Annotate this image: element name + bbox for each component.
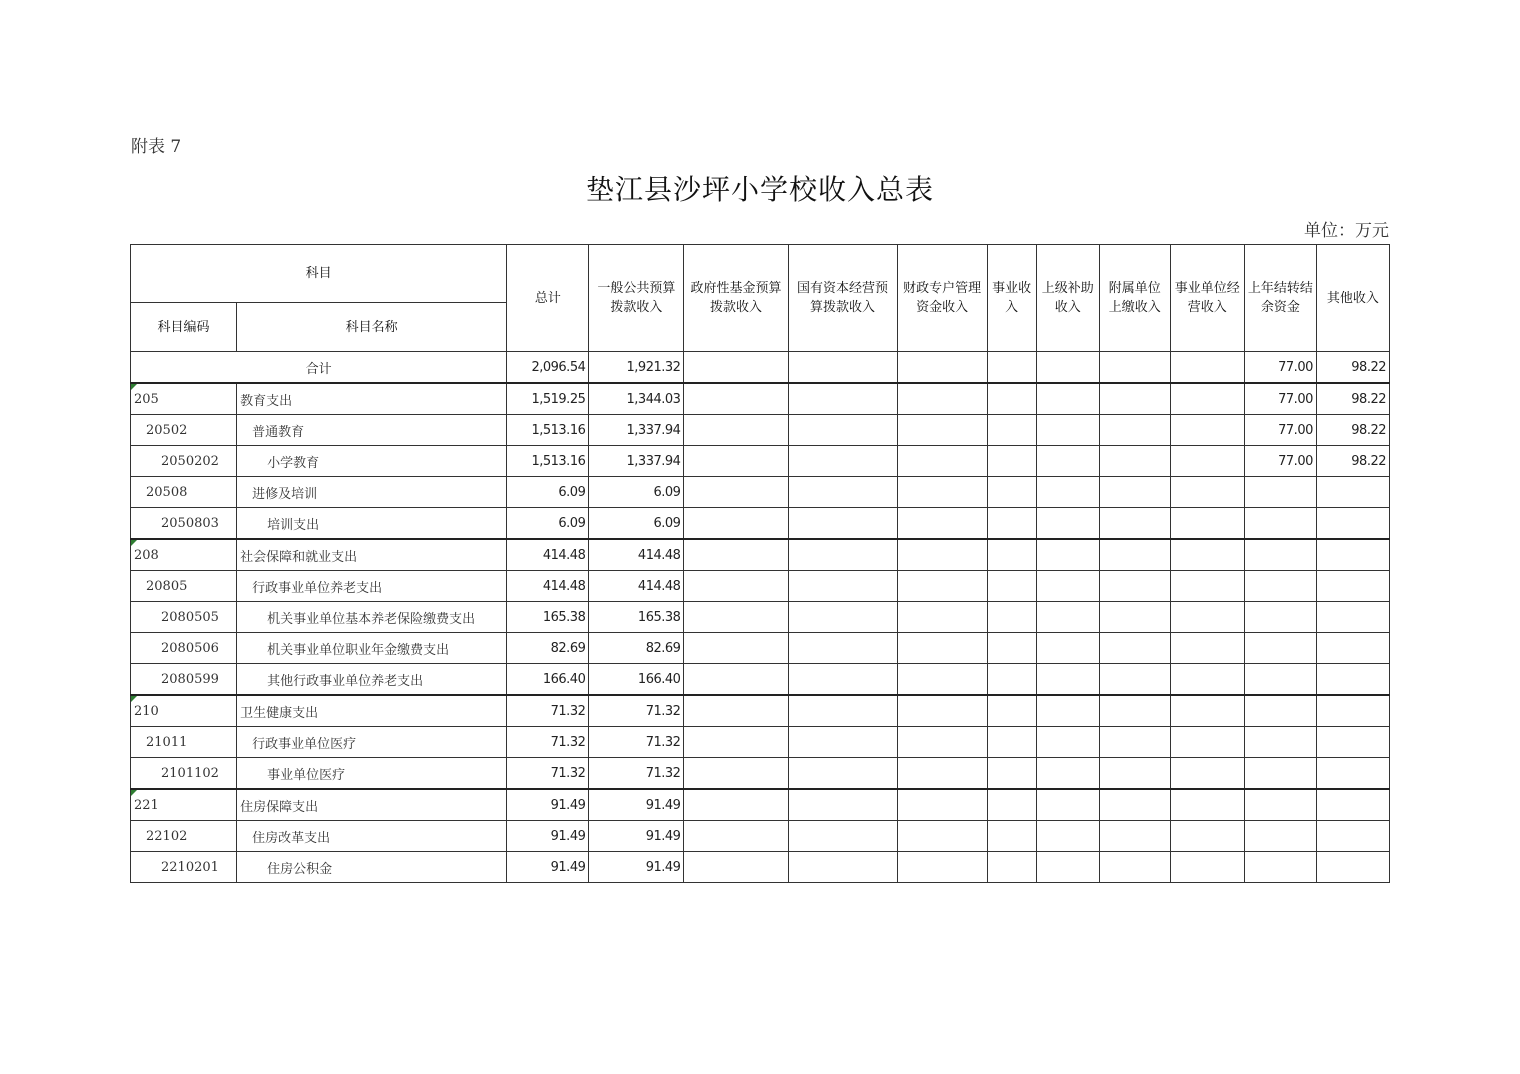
cell-state-capital — [788, 446, 897, 477]
cell-operating — [1170, 664, 1244, 696]
header-subject-code: 科目编码 — [131, 303, 237, 352]
cell-gov-fund — [684, 446, 788, 477]
cell-general-budget: 91.49 — [589, 852, 684, 883]
cell-carryover — [1244, 477, 1316, 508]
cell-other — [1316, 789, 1389, 821]
cell-general-budget: 1,344.03 — [589, 383, 684, 415]
cell-superior-subsidy — [1036, 446, 1099, 477]
cell-other — [1316, 664, 1389, 696]
cell-state-capital — [788, 695, 897, 727]
cell-name: 住房公积金 — [237, 852, 507, 883]
cell-general-budget: 71.32 — [589, 727, 684, 758]
cell-special-fund — [897, 821, 987, 852]
cell-other — [1316, 539, 1389, 571]
cell-state-capital — [788, 571, 897, 602]
cell-name: 卫生健康支出 — [237, 695, 507, 727]
cell-total: 91.49 — [507, 852, 589, 883]
cell-state-capital — [788, 539, 897, 571]
cell-operating — [1170, 727, 1244, 758]
cell-total: 414.48 — [507, 571, 589, 602]
cell-business — [987, 415, 1036, 446]
cell-business — [987, 633, 1036, 664]
cell-carryover — [1244, 758, 1316, 790]
cell-special-fund — [897, 695, 987, 727]
cell-affiliated — [1099, 727, 1170, 758]
cell-state-capital — [788, 664, 897, 696]
table-row — [131, 539, 1390, 571]
header-general-budget: 一般公共预算拨款收入 — [589, 245, 684, 352]
cell-other — [1316, 602, 1389, 633]
cell-superior-subsidy — [1036, 758, 1099, 790]
cell-gov-fund — [684, 695, 788, 727]
table-row — [131, 727, 1390, 758]
cell-business — [987, 539, 1036, 571]
cell-business — [987, 758, 1036, 790]
cell-total: 165.38 — [507, 602, 589, 633]
table-row — [131, 633, 1390, 664]
cell-carryover: 77.00 — [1244, 415, 1316, 446]
cell-other: 98.22 — [1316, 415, 1389, 446]
cell-state-capital — [788, 352, 897, 384]
cell-name: 培训支出 — [237, 508, 507, 540]
header-subject: 科目 — [131, 245, 507, 303]
cell-code: 208 — [131, 539, 237, 571]
cell-total: 1,513.16 — [507, 415, 589, 446]
cell-carryover — [1244, 602, 1316, 633]
cell-affiliated — [1099, 821, 1170, 852]
cell-superior-subsidy — [1036, 821, 1099, 852]
header-business: 事业收入 — [987, 245, 1036, 352]
cell-gov-fund — [684, 415, 788, 446]
table-row — [131, 789, 1390, 821]
cell-gov-fund — [684, 664, 788, 696]
cell-gov-fund — [684, 539, 788, 571]
cell-code: 2210201 — [131, 852, 237, 883]
cell-total: 91.49 — [507, 821, 589, 852]
cell-operating — [1170, 633, 1244, 664]
cell-general-budget: 1,337.94 — [589, 415, 684, 446]
cell-name: 机关事业单位基本养老保险缴费支出 — [237, 602, 507, 633]
cell-special-fund — [897, 789, 987, 821]
cell-general-budget: 91.49 — [589, 821, 684, 852]
cell-comment-marker-icon — [131, 790, 137, 796]
cell-general-budget: 91.49 — [589, 789, 684, 821]
cell-special-fund — [897, 539, 987, 571]
cell-name: 普通教育 — [237, 415, 507, 446]
cell-operating — [1170, 571, 1244, 602]
cell-business — [987, 477, 1036, 508]
cell-total: 6.09 — [507, 508, 589, 540]
cell-total: 414.48 — [507, 539, 589, 571]
cell-general-budget: 166.40 — [589, 664, 684, 696]
cell-code: 21011 — [131, 727, 237, 758]
header-subject-name: 科目名称 — [237, 303, 507, 352]
table-row — [131, 446, 1390, 477]
cell-general-budget: 6.09 — [589, 477, 684, 508]
cell-affiliated — [1099, 446, 1170, 477]
cell-state-capital — [788, 821, 897, 852]
cell-gov-fund — [684, 571, 788, 602]
cell-state-capital — [788, 852, 897, 883]
cell-business — [987, 508, 1036, 540]
cell-code: 205 — [131, 383, 237, 415]
cell-special-fund — [897, 352, 987, 384]
cell-carryover: 77.00 — [1244, 383, 1316, 415]
table-row — [131, 383, 1390, 415]
cell-state-capital — [788, 477, 897, 508]
cell-carryover — [1244, 852, 1316, 883]
table-row — [131, 602, 1390, 633]
header-other: 其他收入 — [1316, 245, 1389, 352]
cell-code: 221 — [131, 789, 237, 821]
cell-total: 1,513.16 — [507, 446, 589, 477]
header-gov-fund: 政府性基金预算拨款收入 — [684, 245, 788, 352]
cell-other — [1316, 695, 1389, 727]
cell-carryover — [1244, 508, 1316, 540]
cell-operating — [1170, 383, 1244, 415]
cell-other: 98.22 — [1316, 446, 1389, 477]
cell-general-budget: 71.32 — [589, 758, 684, 790]
cell-affiliated — [1099, 415, 1170, 446]
cell-affiliated — [1099, 695, 1170, 727]
cell-code: 20508 — [131, 477, 237, 508]
cell-other: 98.22 — [1316, 383, 1389, 415]
cell-state-capital — [788, 727, 897, 758]
cell-state-capital — [788, 758, 897, 790]
cell-carryover — [1244, 695, 1316, 727]
table-row — [131, 477, 1390, 508]
cell-gov-fund — [684, 821, 788, 852]
cell-special-fund — [897, 664, 987, 696]
cell-general-budget: 1,921.32 — [589, 352, 684, 384]
cell-affiliated — [1099, 508, 1170, 540]
table-row — [131, 508, 1390, 540]
cell-carryover: 77.00 — [1244, 446, 1316, 477]
cell-affiliated — [1099, 571, 1170, 602]
cell-code: 20502 — [131, 415, 237, 446]
cell-code: 210 — [131, 695, 237, 727]
cell-superior-subsidy — [1036, 695, 1099, 727]
cell-operating — [1170, 508, 1244, 540]
cell-gov-fund — [684, 758, 788, 790]
cell-carryover — [1244, 633, 1316, 664]
cell-carryover — [1244, 539, 1316, 571]
cell-general-budget: 414.48 — [589, 539, 684, 571]
cell-total: 71.32 — [507, 758, 589, 790]
cell-code: 2080599 — [131, 664, 237, 696]
cell-gov-fund — [684, 852, 788, 883]
cell-superior-subsidy — [1036, 727, 1099, 758]
header-state-capital: 国有资本经营预算拨款收入 — [788, 245, 897, 352]
cell-operating — [1170, 446, 1244, 477]
cell-general-budget: 6.09 — [589, 508, 684, 540]
cell-superior-subsidy — [1036, 633, 1099, 664]
cell-special-fund — [897, 852, 987, 883]
cell-superior-subsidy — [1036, 477, 1099, 508]
cell-name: 住房保障支出 — [237, 789, 507, 821]
cell-operating — [1170, 539, 1244, 571]
cell-business — [987, 602, 1036, 633]
cell-carryover — [1244, 571, 1316, 602]
cell-other — [1316, 821, 1389, 852]
cell-total: 1,519.25 — [507, 383, 589, 415]
cell-special-fund — [897, 602, 987, 633]
cell-superior-subsidy — [1036, 852, 1099, 883]
table-row — [131, 415, 1390, 446]
cell-carryover — [1244, 664, 1316, 696]
cell-state-capital — [788, 508, 897, 540]
cell-code: 2080505 — [131, 602, 237, 633]
cell-affiliated — [1099, 539, 1170, 571]
cell-name: 事业单位医疗 — [237, 758, 507, 790]
cell-total: 166.40 — [507, 664, 589, 696]
cell-comment-marker-icon — [131, 696, 137, 702]
cell-name: 机关事业单位职业年金缴费支出 — [237, 633, 507, 664]
cell-affiliated — [1099, 602, 1170, 633]
cell-special-fund — [897, 758, 987, 790]
cell-operating — [1170, 758, 1244, 790]
cell-superior-subsidy — [1036, 508, 1099, 540]
cell-state-capital — [788, 633, 897, 664]
cell-operating — [1170, 852, 1244, 883]
header-superior-subsidy: 上级补助收入 — [1036, 245, 1099, 352]
cell-general-budget: 1,337.94 — [589, 446, 684, 477]
table-row — [131, 664, 1390, 696]
cell-carryover — [1244, 821, 1316, 852]
total-row — [131, 352, 1390, 384]
cell-name: 行政事业单位医疗 — [237, 727, 507, 758]
cell-special-fund — [897, 571, 987, 602]
cell-affiliated — [1099, 852, 1170, 883]
cell-code: 2080506 — [131, 633, 237, 664]
cell-state-capital — [788, 602, 897, 633]
cell-operating — [1170, 821, 1244, 852]
cell-business — [987, 383, 1036, 415]
cell-total: 82.69 — [507, 633, 589, 664]
cell-affiliated — [1099, 352, 1170, 384]
cell-superior-subsidy — [1036, 602, 1099, 633]
cell-superior-subsidy — [1036, 571, 1099, 602]
cell-carryover — [1244, 789, 1316, 821]
cell-affiliated — [1099, 383, 1170, 415]
cell-comment-marker-icon — [131, 384, 137, 390]
cell-business — [987, 446, 1036, 477]
cell-superior-subsidy — [1036, 664, 1099, 696]
cell-business — [987, 352, 1036, 384]
cell-special-fund — [897, 383, 987, 415]
cell-total: 71.32 — [507, 695, 589, 727]
cell-gov-fund — [684, 727, 788, 758]
cell-gov-fund — [684, 352, 788, 384]
cell-general-budget: 165.38 — [589, 602, 684, 633]
cell-code: 2050202 — [131, 446, 237, 477]
cell-general-budget: 71.32 — [589, 695, 684, 727]
cell-superior-subsidy — [1036, 539, 1099, 571]
cell-special-fund — [897, 415, 987, 446]
header-carryover: 上年结转结余资金 — [1244, 245, 1316, 352]
cell-operating — [1170, 602, 1244, 633]
cell-state-capital — [788, 789, 897, 821]
header-special-fund: 财政专户管理资金收入 — [897, 245, 987, 352]
cell-gov-fund — [684, 477, 788, 508]
header-operating: 事业单位经营收入 — [1170, 245, 1244, 352]
cell-business — [987, 727, 1036, 758]
cell-business — [987, 571, 1036, 602]
cell-name: 教育支出 — [237, 383, 507, 415]
income-summary-table — [130, 244, 1390, 883]
cell-other — [1316, 852, 1389, 883]
cell-name: 社会保障和就业支出 — [237, 539, 507, 571]
cell-state-capital — [788, 383, 897, 415]
cell-operating — [1170, 352, 1244, 384]
table-row — [131, 821, 1390, 852]
cell-business — [987, 695, 1036, 727]
table-row — [131, 695, 1390, 727]
cell-code: 2050803 — [131, 508, 237, 540]
cell-total: 91.49 — [507, 789, 589, 821]
total-label: 合计 — [131, 352, 507, 384]
cell-business — [987, 789, 1036, 821]
cell-code: 22102 — [131, 821, 237, 852]
cell-affiliated — [1099, 477, 1170, 508]
cell-other — [1316, 633, 1389, 664]
cell-general-budget: 82.69 — [589, 633, 684, 664]
cell-carryover — [1244, 727, 1316, 758]
cell-affiliated — [1099, 664, 1170, 696]
cell-other: 98.22 — [1316, 352, 1389, 384]
cell-other — [1316, 727, 1389, 758]
cell-superior-subsidy — [1036, 415, 1099, 446]
cell-code: 20805 — [131, 571, 237, 602]
cell-business — [987, 664, 1036, 696]
cell-other — [1316, 477, 1389, 508]
table-row — [131, 758, 1390, 790]
cell-superior-subsidy — [1036, 789, 1099, 821]
cell-business — [987, 821, 1036, 852]
cell-name: 行政事业单位养老支出 — [237, 571, 507, 602]
cell-special-fund — [897, 446, 987, 477]
cell-special-fund — [897, 633, 987, 664]
header-affiliated: 附属单位上缴收入 — [1099, 245, 1170, 352]
cell-total: 2,096.54 — [507, 352, 589, 384]
appendix-label: 附表 7 — [131, 137, 182, 157]
cell-carryover: 77.00 — [1244, 352, 1316, 384]
page-title: 垫江县沙坪小学校收入总表 — [585, 173, 934, 206]
cell-affiliated — [1099, 633, 1170, 664]
cell-superior-subsidy — [1036, 352, 1099, 384]
cell-total: 6.09 — [507, 477, 589, 508]
cell-operating — [1170, 477, 1244, 508]
cell-name: 住房改革支出 — [237, 821, 507, 852]
cell-other — [1316, 571, 1389, 602]
cell-gov-fund — [684, 789, 788, 821]
cell-affiliated — [1099, 789, 1170, 821]
cell-total: 71.32 — [507, 727, 589, 758]
cell-gov-fund — [684, 508, 788, 540]
cell-business — [987, 852, 1036, 883]
cell-operating — [1170, 695, 1244, 727]
table-row — [131, 852, 1390, 883]
cell-state-capital — [788, 415, 897, 446]
cell-name: 进修及培训 — [237, 477, 507, 508]
cell-code: 2101102 — [131, 758, 237, 790]
cell-operating — [1170, 415, 1244, 446]
header-total: 总计 — [507, 245, 589, 352]
cell-general-budget: 414.48 — [589, 571, 684, 602]
cell-gov-fund — [684, 383, 788, 415]
cell-name: 其他行政事业单位养老支出 — [237, 664, 507, 696]
cell-affiliated — [1099, 758, 1170, 790]
table-row — [131, 571, 1390, 602]
cell-comment-marker-icon — [131, 540, 137, 546]
cell-special-fund — [897, 477, 987, 508]
cell-gov-fund — [684, 633, 788, 664]
cell-gov-fund — [684, 602, 788, 633]
cell-operating — [1170, 789, 1244, 821]
cell-other — [1316, 508, 1389, 540]
cell-name: 小学教育 — [237, 446, 507, 477]
cell-special-fund — [897, 727, 987, 758]
cell-special-fund — [897, 508, 987, 540]
cell-superior-subsidy — [1036, 383, 1099, 415]
unit-label: 单位：万元 — [1304, 221, 1389, 241]
cell-other — [1316, 758, 1389, 790]
